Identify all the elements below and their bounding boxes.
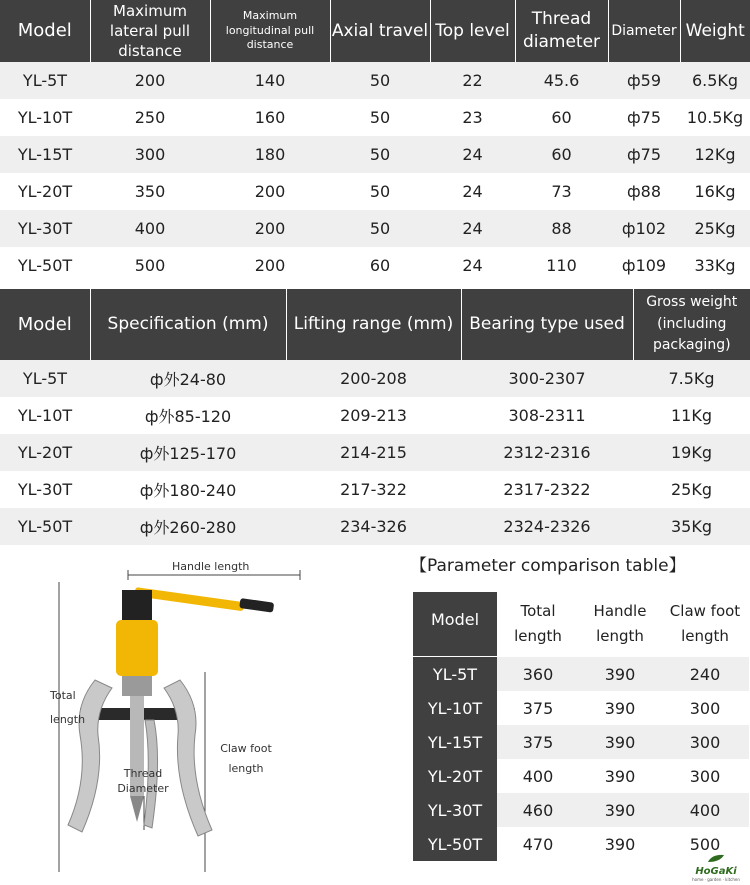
table-cell: 60 <box>369 256 391 275</box>
table-cell: 160 <box>254 108 286 127</box>
thread-diameter-label: Thread Diameter <box>117 767 169 795</box>
table-cell: 33Kg <box>694 256 736 275</box>
table-cell: YL-50T <box>0 508 90 545</box>
table-row <box>413 759 749 793</box>
table-cell: YL-50T <box>413 827 497 861</box>
table-cell: 25Kg <box>670 480 712 499</box>
table-cell: 308-2311 <box>508 406 586 425</box>
table-cell: 209-213 <box>340 406 407 425</box>
table3-header-model: Model <box>413 592 497 657</box>
table2-header-gross-weight: Gross weight (including packaging) <box>633 289 750 360</box>
table-cell: 73 <box>551 182 572 201</box>
table3-header-total: Total length <box>497 592 579 657</box>
table-cell: 50 <box>330 62 430 99</box>
table2-header-spec: Specification (mm) <box>90 289 286 360</box>
table-cell: 2317-2322 <box>503 480 591 499</box>
spec-table-1 <box>0 0 750 284</box>
table1-header-lateral: Maximum lateral pull distance <box>90 0 210 62</box>
table-cell: 375 <box>497 725 579 759</box>
table-cell: 240 <box>661 657 749 692</box>
table-cell: 24 <box>462 256 483 275</box>
table1-header-axial: Axial travel <box>330 0 430 62</box>
table-cell: ф外125-170 <box>90 434 286 471</box>
table-cell: 390 <box>604 766 636 786</box>
table-cell: 16Kg <box>694 182 736 201</box>
table-cell: 400 <box>90 210 210 247</box>
table-cell: 300-2307 <box>461 360 633 397</box>
table-cell: 200 <box>254 182 286 201</box>
table-row <box>0 471 750 508</box>
table-row <box>413 657 749 692</box>
table-row <box>0 62 750 99</box>
table-cell: 390 <box>579 657 661 692</box>
table-cell: 400 <box>661 793 749 827</box>
table-cell: YL-5T <box>413 657 497 692</box>
table1-header-row <box>0 0 750 62</box>
table-row <box>0 508 750 545</box>
table-cell: 500 <box>134 256 166 275</box>
pump-head <box>122 590 152 620</box>
table1-header-diameter: Diameter <box>608 0 680 62</box>
table-row <box>413 793 749 827</box>
table-cell: YL-15T <box>413 725 497 759</box>
table-cell: 110 <box>546 256 577 275</box>
table-cell: 2312-2316 <box>461 434 633 471</box>
table-row <box>0 173 750 210</box>
table-row <box>0 247 750 284</box>
table-cell: 50 <box>330 136 430 173</box>
table-cell: 375 <box>522 698 554 718</box>
table-cell: 460 <box>497 793 579 827</box>
total-length-label: Total length <box>50 689 86 726</box>
table-cell: 50 <box>330 210 430 247</box>
table-cell: 45.6 <box>515 62 608 99</box>
table-cell: 390 <box>579 725 661 759</box>
table-cell: ф外24-80 <box>90 360 286 397</box>
table-cell: ф外85-120 <box>144 407 232 426</box>
table-cell: 300 <box>689 698 721 718</box>
table-cell: 180 <box>210 136 330 173</box>
table-cell: 200 <box>254 256 286 275</box>
table-cell: ф75 <box>626 108 662 127</box>
table2-header-model: Model <box>0 289 90 360</box>
table-cell: 19Kg <box>633 434 750 471</box>
table-cell: YL-10T <box>17 108 73 127</box>
cylinder-body <box>116 620 158 676</box>
table2-header-lifting: Lifting range (mm) <box>286 289 461 360</box>
table-cell: YL-30T <box>0 210 90 247</box>
table-cell: YL-15T <box>0 136 90 173</box>
table-cell: 350 <box>134 182 166 201</box>
handle-length-label: Handle length <box>172 560 250 573</box>
table-cell: 22 <box>430 62 515 99</box>
spec-table-2 <box>0 289 750 545</box>
table-cell: YL-30T <box>413 793 497 827</box>
table-cell: 390 <box>579 793 661 827</box>
table-cell: 24 <box>430 136 515 173</box>
brand-logo <box>688 848 744 882</box>
leaf-icon <box>706 853 726 863</box>
table1-header-thread: Thread diameter <box>515 0 608 62</box>
table-cell: YL-10T <box>17 406 73 425</box>
table-cell: 140 <box>210 62 330 99</box>
table-cell: 500 <box>689 834 721 854</box>
table-cell: 400 <box>522 766 554 786</box>
table1-header-top-level: Top level <box>430 0 515 62</box>
table-cell: YL-5T <box>0 360 90 397</box>
table-cell: 470 <box>522 834 554 854</box>
table-row <box>0 136 750 173</box>
table1-header-weight: Weight <box>680 0 750 62</box>
comparison-table <box>413 592 749 861</box>
logo-tagline: home · garden · kitchen <box>692 877 740 882</box>
table-cell: 200 <box>210 210 330 247</box>
table-cell: YL-50T <box>17 256 73 275</box>
table-cell: 390 <box>604 698 636 718</box>
cylinder-base <box>122 676 152 696</box>
table-cell: ф75 <box>608 136 680 173</box>
table-row <box>0 99 750 136</box>
table-row <box>0 210 750 247</box>
table-cell: 300 <box>661 725 749 759</box>
table-cell: 300 <box>90 136 210 173</box>
comparison-table-title: 【Parameter comparison table】 <box>410 556 686 576</box>
handle-end-cap <box>239 598 274 613</box>
table-cell: ф102 <box>608 210 680 247</box>
table-row <box>413 691 749 725</box>
table-cell: 234-326 <box>286 508 461 545</box>
table-cell: 23 <box>462 108 483 127</box>
table1-header-model: Model <box>0 0 90 62</box>
table3-header-row <box>413 592 749 657</box>
table1-header-longitudinal: Maximum longitudinal pull distance <box>210 0 330 62</box>
table-cell: YL-10T <box>413 691 497 725</box>
table-cell: YL-20T <box>17 182 73 201</box>
table3-header-claw: Claw foot length <box>661 592 749 657</box>
table-cell: YL-30T <box>17 480 73 499</box>
table-cell: 360 <box>497 657 579 692</box>
table-row <box>0 397 750 434</box>
table2-header-bearing: Bearing type used <box>461 289 633 360</box>
table-cell: 10.5Kg <box>686 108 744 127</box>
table-cell: 6.5Kg <box>680 62 750 99</box>
table-cell: 50 <box>369 108 391 127</box>
screw-tip <box>130 796 144 822</box>
table-cell: YL-20T <box>0 434 90 471</box>
table-cell: 390 <box>604 834 636 854</box>
table-cell: ф109 <box>621 256 667 275</box>
table-cell: 2324-2326 <box>461 508 633 545</box>
table-cell: 11Kg <box>670 406 712 425</box>
table-cell: 300 <box>689 766 721 786</box>
table2-header-row <box>0 289 750 360</box>
table-cell: 88 <box>515 210 608 247</box>
table-cell: 24 <box>462 182 483 201</box>
table-cell: 24 <box>430 210 515 247</box>
logo-name: HoGaKi <box>695 866 737 877</box>
table-cell: 217-322 <box>340 480 407 499</box>
table-cell: ф59 <box>608 62 680 99</box>
table-cell: 214-215 <box>286 434 461 471</box>
table3-header-handle: Handle length <box>579 592 661 657</box>
table-row <box>413 725 749 759</box>
table-cell: YL-5T <box>0 62 90 99</box>
table-cell: 50 <box>369 182 391 201</box>
table-cell: 200-208 <box>286 360 461 397</box>
table-cell: ф88 <box>626 182 662 201</box>
table-cell: 200 <box>90 62 210 99</box>
table-cell: 12Kg <box>680 136 750 173</box>
table-row <box>0 360 750 397</box>
table-cell: 60 <box>515 136 608 173</box>
table-row <box>0 434 750 471</box>
table-cell: 250 <box>134 108 166 127</box>
claw-foot-length-label: Claw foot length <box>220 742 272 775</box>
table-cell: ф外260-280 <box>90 508 286 545</box>
table-cell: YL-20T <box>413 759 497 793</box>
table-cell: ф外180-240 <box>139 481 237 500</box>
table-cell: 7.5Kg <box>633 360 750 397</box>
table-cell: 60 <box>551 108 572 127</box>
table-cell: 25Kg <box>680 210 750 247</box>
table-cell: 35Kg <box>633 508 750 545</box>
puller-diagram <box>40 560 370 880</box>
